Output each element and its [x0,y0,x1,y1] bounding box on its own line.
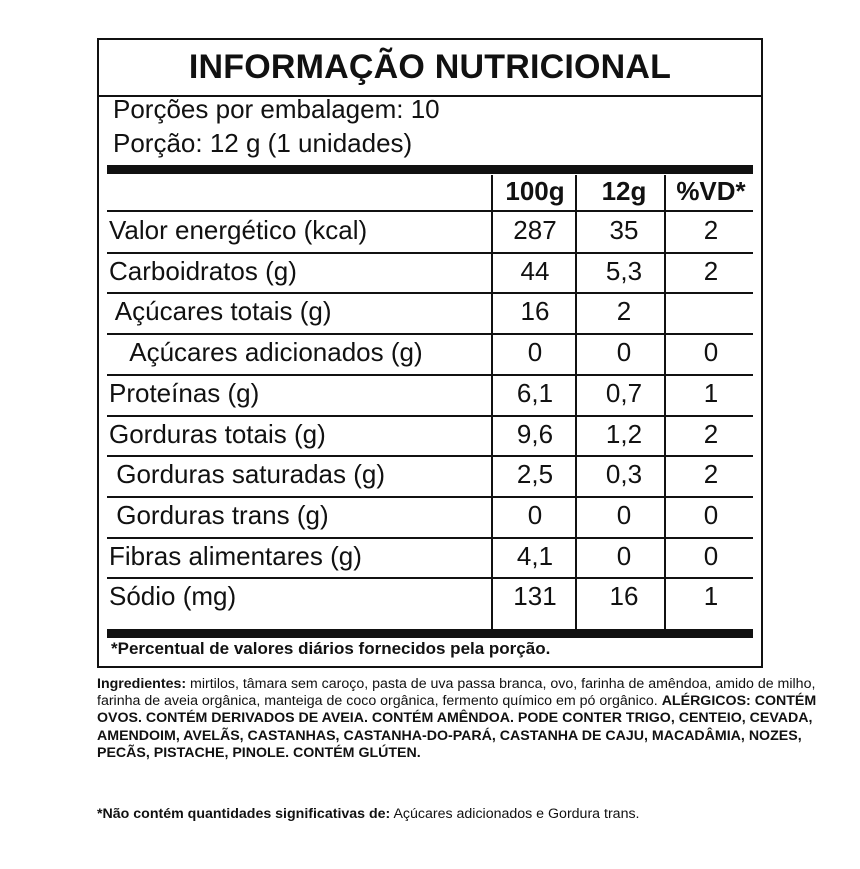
value-vd: 2 [703,215,719,245]
nutrient-name: Açúcares totais (g) [109,296,332,327]
nutrient-name: Sódio (mg) [109,581,237,612]
vd-footnote: *Percentual de valores diários fornecidos pela porção. [111,639,551,658]
value-100g: 4,1 [516,540,554,571]
serving-size: Porção: 12 g (1 unidades) [113,128,413,158]
thick-divider-top [107,165,753,174]
nutrient-name: Gorduras trans (g) [109,499,329,530]
servings-per-package: Porções por embalagem: 10 [113,94,440,124]
value-100g: 131 [513,581,557,612]
value-vd: 2 [703,418,719,449]
nutrition-facts-panel [97,38,763,668]
nutrient-name: Carboidratos (g) [109,255,297,286]
value-vd: 1 [703,581,719,612]
nutrient-row [107,416,753,456]
value-vd: 2 [703,255,719,286]
thick-divider-bottom [107,629,753,638]
value-100g: 2,5 [516,459,554,490]
value-vd: 0 [703,540,719,571]
value-100g: 16 [520,296,550,327]
nutrition-title: INFORMAÇÃO NUTRICIONAL [188,48,672,86]
header-portion: 12g [601,176,647,206]
nutrient-row [107,212,753,252]
nutrient-row [107,293,753,333]
allergens-text: ALÉRGICOS: CONTÉM OVOS. CONTÉM DERIVADOS DE AVEIA. CONTÉM AMÊNDOA. PODE CONTER TRIGO, CENTEIO, CEVADA, AMENDOIM, AVELÃS, CASTANHAS, CASTANHA-DO-PARÁ, CASTANHA DE CAJU, MACADÂMIA, NOZES, PECÃS, PISTACHE, PINOLE. CONTÉM GLÚTEN. [97,693,817,761]
value-vd: 2 [703,459,719,490]
value-portion: 35 [609,215,639,245]
nutrient-name: Proteínas (g) [109,377,260,408]
nutrient-name: Gorduras totais (g) [109,418,326,449]
nutrient-name: Açúcares adicionados (g) [109,337,423,368]
value-portion: 16 [609,581,639,612]
nutrient-name: Gorduras saturadas (g) [109,459,386,490]
not-significant-label: *Não contém quantidades significativas de: [97,806,391,822]
nutrient-name: Valor energético (kcal) [109,215,368,245]
nutrient-name: Fibras alimentares (g) [109,540,362,571]
value-portion: 2 [616,296,632,327]
value-portion: 1,2 [605,418,643,449]
value-100g: 9,6 [516,418,554,449]
value-100g: 0 [527,499,543,530]
value-100g: 287 [513,215,557,245]
ingredients-block [97,676,817,762]
not-significant-text: Açúcares adicionados e Gordura trans. [390,806,640,822]
value-100g: 0 [527,337,543,368]
nutrient-row [107,253,753,293]
value-100g: 6,1 [516,377,554,408]
nutrient-row [107,334,753,374]
value-100g: 44 [520,255,550,286]
value-vd: 0 [703,499,719,530]
nutrient-row [107,456,753,496]
table-header [107,174,753,214]
value-vd: 0 [703,337,719,368]
header-vd: %VD* [676,176,746,206]
ingredients-label: Ingredientes: [97,676,187,692]
value-portion: 0,3 [605,459,643,490]
nutrient-row [107,375,753,415]
nutrient-row [107,578,753,618]
nutrient-row [107,538,753,578]
not-significant-note [97,806,640,822]
header-100g: 100g [505,176,565,206]
value-portion: 5,3 [605,255,643,286]
nutrient-row [107,497,753,537]
value-portion: 0 [616,337,632,368]
value-vd: 1 [703,377,719,408]
ingredients-text: mirtilos, tâmara sem caroço, pasta de uva passa branca, ovo, farinha de amêndoa, amido de milho, farinha de aveia orgânica, manteiga de coco orgânica, fermento químico em pó orgânico. [97,676,816,710]
value-portion: 0 [616,540,632,571]
value-portion: 0,7 [605,377,643,408]
value-portion: 0 [616,499,632,530]
